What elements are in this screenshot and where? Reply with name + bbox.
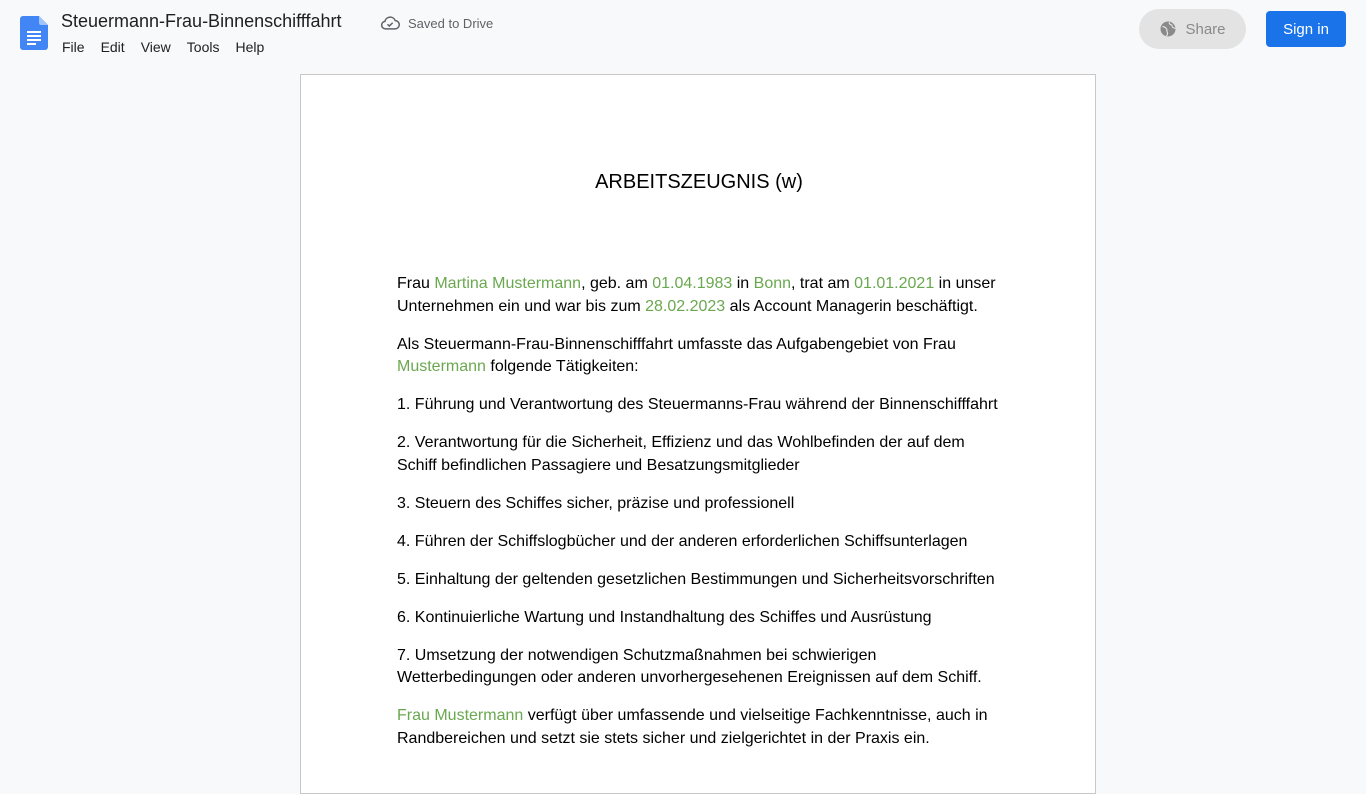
- top-bar: [0, 0, 1366, 64]
- task-item: 6. Kontinuierliche Wartung und Instandhaltung des Schiffes und Ausrüstung: [397, 608, 932, 626]
- task-item: 2. Verantwortung für die Sicherheit, Effizienz und das Wohlbefinden der auf dem Schiff befindlichen Passagiere und Besatzungsmitglieder: [397, 434, 965, 474]
- share-button[interactable]: [1139, 9, 1246, 49]
- menu-file[interactable]: File: [62, 39, 85, 55]
- text-run: als Account Managerin beschäftigt.: [725, 297, 978, 315]
- cloud-done-icon: [380, 14, 400, 32]
- birth-date: 01.04.1983: [652, 275, 733, 292]
- google-docs-icon[interactable]: [20, 16, 48, 50]
- text-run: Als Steuermann-Frau-Binnenschifffahrt umfasste das Aufgabengebiet von Frau: [397, 335, 956, 353]
- task-item: 7. Umsetzung der notwendigen Schutzmaßnahmen bei schwierigen Wetterbedingungen oder anderen unvorhergesehenen Ereignissen auf dem Schiff.: [397, 646, 982, 686]
- birth-city: Bonn: [753, 275, 792, 292]
- globe-icon: [1159, 20, 1177, 38]
- text-run: , geb. am: [581, 275, 653, 292]
- end-date: 28.02.2023: [645, 297, 726, 315]
- paragraph-expertise: [397, 705, 1007, 750]
- document-heading: ARBEITSZEUGNIS (w): [595, 171, 803, 193]
- paragraph-intro: [397, 273, 1007, 318]
- text-run: in unser Unternehmen ein und war bis zum: [397, 275, 996, 315]
- menu-tools[interactable]: Tools: [186, 39, 220, 55]
- document-page[interactable]: [300, 74, 1096, 794]
- share-button-label: Share: [1185, 20, 1226, 38]
- text-run: folgende Tätigkeiten:: [485, 358, 639, 375]
- start-date: 01.01.2021: [854, 275, 935, 292]
- menu-view[interactable]: View: [140, 39, 171, 55]
- text-run: , trat am: [791, 275, 855, 292]
- menu-help[interactable]: Help: [235, 39, 265, 55]
- task-item: 4. Führen der Schiffslogbücher und der anderen erforderlichen Schiffsunterlagen: [397, 532, 968, 550]
- text-run: Frau: [397, 275, 435, 292]
- employee-name-ref: Frau Mustermann: [397, 707, 524, 724]
- text-run: verfügt über umfassende und vielseitige Fachkenntnisse, auch in Randbereichen und setzt sie stets sicher und zielgerichtet in der Praxis ein.: [397, 707, 988, 747]
- menu-edit[interactable]: Edit: [100, 39, 125, 55]
- task-item: 5. Einhaltung der geltenden gesetzlichen Bestimmungen und Sicherheitsvorschriften: [397, 570, 995, 588]
- saved-status[interactable]: [380, 14, 493, 32]
- saved-status-label: Saved to Drive: [408, 15, 494, 31]
- employee-name: Martina Mustermann: [434, 275, 582, 292]
- document-body[interactable]: [397, 273, 1007, 766]
- paragraph-tasks-intro: [397, 334, 1007, 379]
- document-title[interactable]: Steuermann-Frau-Binnenschifffahrt: [61, 11, 342, 31]
- menu-bar: [54, 37, 272, 57]
- task-item: 3. Steuern des Schiffes sicher, präzise und professionell: [397, 494, 795, 512]
- task-item: 1. Führung und Verantwortung des Steuermanns-Frau während der Binnenschifffahrt: [397, 396, 998, 413]
- text-run: in: [732, 275, 754, 292]
- sign-in-button[interactable]: Sign in: [1266, 11, 1346, 47]
- employee-surname: Mustermann: [397, 358, 486, 375]
